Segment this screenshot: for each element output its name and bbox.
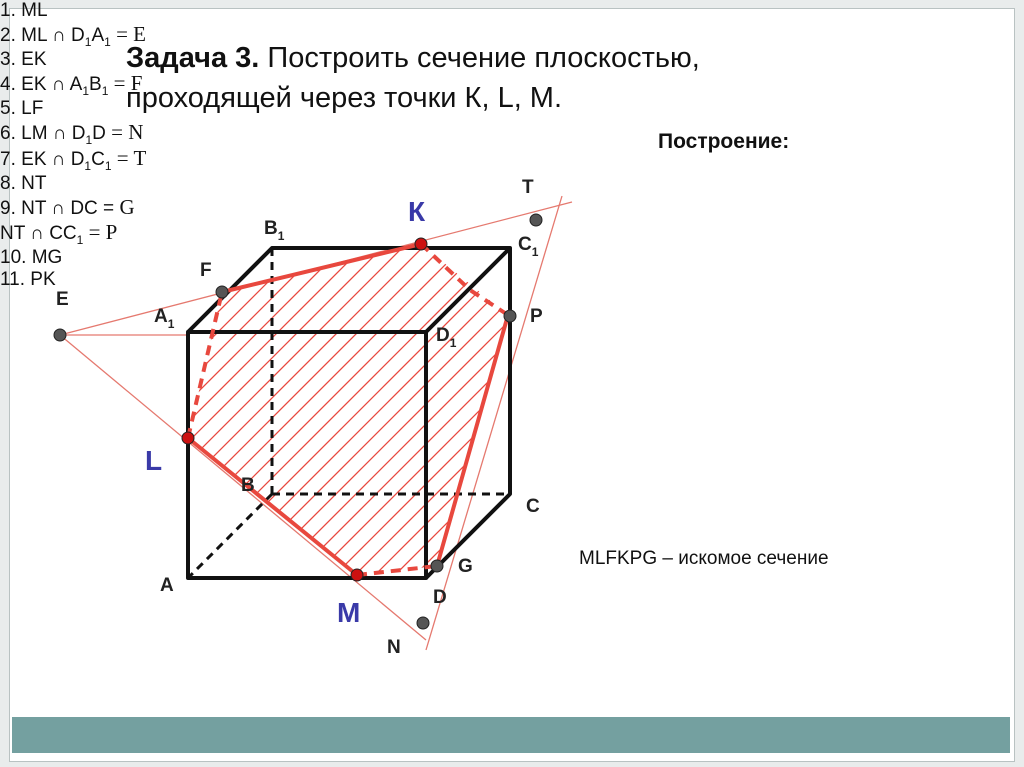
label-n: N (387, 637, 401, 658)
task-text-line2: проходящей через точки К, L, М. (126, 82, 563, 114)
hatch-line (790, 180, 1024, 640)
construction-step: 6. LM ∩ $D_1D = N$ (0, 119, 144, 147)
hatch-line (890, 180, 1024, 640)
label-g: G (458, 556, 473, 577)
hatch-line (630, 180, 1024, 640)
construction-step: 4. EK ∩ $A_1B_1 = F$ (0, 70, 143, 98)
hatch-line (530, 180, 990, 640)
point-l (182, 432, 194, 444)
label-d: D (433, 587, 447, 608)
point-e (54, 329, 66, 341)
hatch-line (670, 180, 1024, 640)
hatch-line (490, 180, 950, 640)
label-c: C (526, 496, 540, 517)
footer-bar (12, 717, 1010, 753)
construction-step: 9. NT ∩ DC = G (0, 195, 135, 220)
label-f: F (200, 260, 212, 281)
hatch-line (650, 180, 1024, 640)
label-m: М (337, 597, 361, 628)
construction-step: 1. ML (0, 0, 48, 21)
hatch-line (810, 180, 1024, 640)
hatch-line (970, 180, 1024, 640)
hatch-line (550, 180, 1010, 640)
hatch-line (770, 180, 1024, 640)
construction-step: 3. EK (0, 48, 47, 70)
hatch-line (510, 180, 970, 640)
result-text: MLFKPG – искомое сечение (579, 548, 829, 569)
hatch-line (730, 180, 1024, 640)
point-g (431, 560, 443, 572)
hatch-line (610, 180, 1024, 640)
point-t (530, 214, 542, 226)
label-a1: $A_1$ (154, 306, 175, 331)
point-n (417, 617, 429, 629)
construction-step: 11. PK (0, 268, 56, 290)
hatch-line (850, 180, 1024, 640)
construction-step: 7. EK ∩ $D_1C_1 = T$ (0, 146, 147, 174)
label-a: A (160, 575, 174, 596)
label-b1: $B_1$ (264, 218, 285, 243)
hatch-line (1010, 180, 1024, 640)
hatch-line (750, 180, 1024, 640)
hatch-line (870, 180, 1024, 640)
hatch-line (590, 180, 1024, 640)
label-l: L (145, 445, 163, 476)
hatch-line (990, 180, 1024, 640)
construction-heading: Построение: (658, 130, 790, 153)
label-b: B (241, 475, 255, 496)
hatch-line (830, 180, 1024, 640)
hatch-line (0, 180, 310, 640)
point-p (504, 310, 516, 322)
hatch-line (690, 180, 1024, 640)
label-e: E (56, 289, 69, 310)
label-d1: $D_1$ (436, 325, 457, 350)
task-text-line1: Построить сечение плоскостью, (267, 42, 700, 74)
hatch-line (930, 180, 1024, 640)
hatch-line (470, 180, 930, 640)
point-k (415, 238, 427, 250)
section-edge-pg (437, 315, 508, 566)
point-f (216, 286, 228, 298)
hatch-line (710, 180, 1024, 640)
construction-step: NT ∩ $CC_1 = P$ (0, 220, 118, 247)
label-c1: $C_1$ (518, 234, 539, 259)
label-t: T (522, 177, 534, 198)
hatch-line (570, 180, 1024, 640)
construction-step: 5. LF (0, 97, 44, 119)
construction-step: 10. MG (0, 246, 63, 268)
hatch-line (950, 180, 1024, 640)
label-k: К (408, 196, 426, 227)
hatch-line (910, 180, 1024, 640)
construction-step: 2. ML ∩ $D_1A_1 = E$ (0, 22, 146, 49)
task-number: Задача 3. (126, 42, 260, 74)
edge-ab (188, 494, 272, 578)
label-p: P (530, 306, 543, 327)
point-m (351, 569, 363, 581)
construction-step: 8. NT (0, 173, 47, 195)
section-edge-kp (421, 244, 508, 315)
